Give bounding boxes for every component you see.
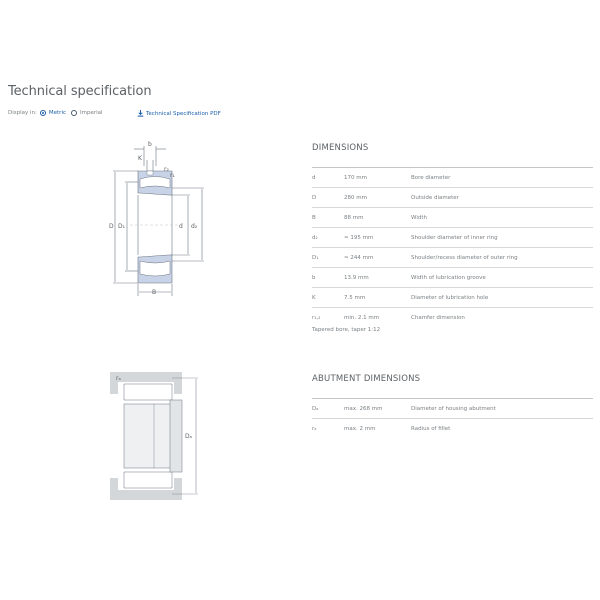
value: 13.9 mm <box>344 268 411 288</box>
table-row <box>312 168 593 188</box>
abutment-diagram <box>110 372 200 500</box>
dimensions-table <box>312 167 593 327</box>
description: Radius of fillet <box>411 425 451 432</box>
description: Width <box>411 208 593 228</box>
symbol: d₂ <box>312 228 344 248</box>
value: ≈ 195 mm <box>344 228 411 248</box>
symbol: rₐ <box>312 425 317 432</box>
table-row <box>312 228 593 248</box>
imperial-radio[interactable] <box>71 110 77 116</box>
value: 88 mm <box>344 208 411 228</box>
table-row <box>312 308 593 328</box>
symbol: b <box>312 268 344 288</box>
imperial-label[interactable]: Imperial <box>80 110 103 116</box>
description: Shoulder/recess diameter of outer ring <box>411 248 593 268</box>
page-title: Technical specification <box>8 84 152 99</box>
table-row <box>312 248 593 268</box>
description: Chamfer dimension <box>411 314 465 321</box>
unit-selector <box>8 110 103 116</box>
bearing-cross-section-diagram <box>100 138 210 303</box>
dimensions-title: DIMENSIONS <box>312 143 369 153</box>
symbol: d <box>312 168 344 188</box>
value: min. 2.1 mm <box>344 314 380 321</box>
value: max. 2 mm <box>344 425 376 432</box>
label-ra: rₐ <box>116 375 121 382</box>
table-row <box>312 268 593 288</box>
abutment-dimensions-title: ABUTMENT DIMENSIONS <box>312 374 421 384</box>
value: 280 mm <box>344 188 411 208</box>
table-row <box>312 208 593 228</box>
label-D1: D₁ <box>118 223 126 230</box>
description: Diameter of housing abutment <box>411 399 593 419</box>
label-B: B <box>152 289 157 296</box>
symbol: r₁,₂ <box>312 314 321 321</box>
taper-note: Tapered bore, taper 1:12 <box>312 327 381 333</box>
value: max. 268 mm <box>344 399 411 419</box>
display-in-label: Display in: <box>8 110 37 116</box>
description: Width of lubrication groove <box>411 268 593 288</box>
table-row <box>312 419 593 439</box>
symbol: D₁ <box>312 248 344 268</box>
technical-specification-pdf-link[interactable] <box>137 110 221 117</box>
label-r2: r₂ <box>164 166 169 173</box>
value: ≈ 244 mm <box>344 248 411 268</box>
label-d2: d₂ <box>191 223 198 230</box>
description: Outside diameter <box>411 188 593 208</box>
value: 170 mm <box>344 168 411 188</box>
symbol: K <box>312 288 344 308</box>
download-icon <box>137 110 144 117</box>
metric-radio[interactable] <box>40 110 46 116</box>
label-k: K <box>138 155 142 162</box>
label-b: b <box>148 141 152 148</box>
table-row <box>312 399 593 419</box>
description: Bore diameter <box>411 168 593 188</box>
label-d: d <box>179 223 183 230</box>
table-row <box>312 288 593 308</box>
description: Shoulder diameter of inner ring <box>411 228 593 248</box>
label-D: D <box>109 223 114 230</box>
metric-label[interactable]: Metric <box>48 110 66 116</box>
abutment-table <box>312 398 593 438</box>
symbol: Dₐ <box>312 399 344 419</box>
value: 7.5 mm <box>344 288 411 308</box>
description: Diameter of lubrication hole <box>411 288 593 308</box>
symbol: D <box>312 188 344 208</box>
pdf-link-label: Technical Specification PDF <box>146 110 221 117</box>
label-r1: r₁ <box>170 172 175 179</box>
label-Da: Dₐ <box>185 433 192 440</box>
table-row <box>312 188 593 208</box>
symbol: B <box>312 208 344 228</box>
